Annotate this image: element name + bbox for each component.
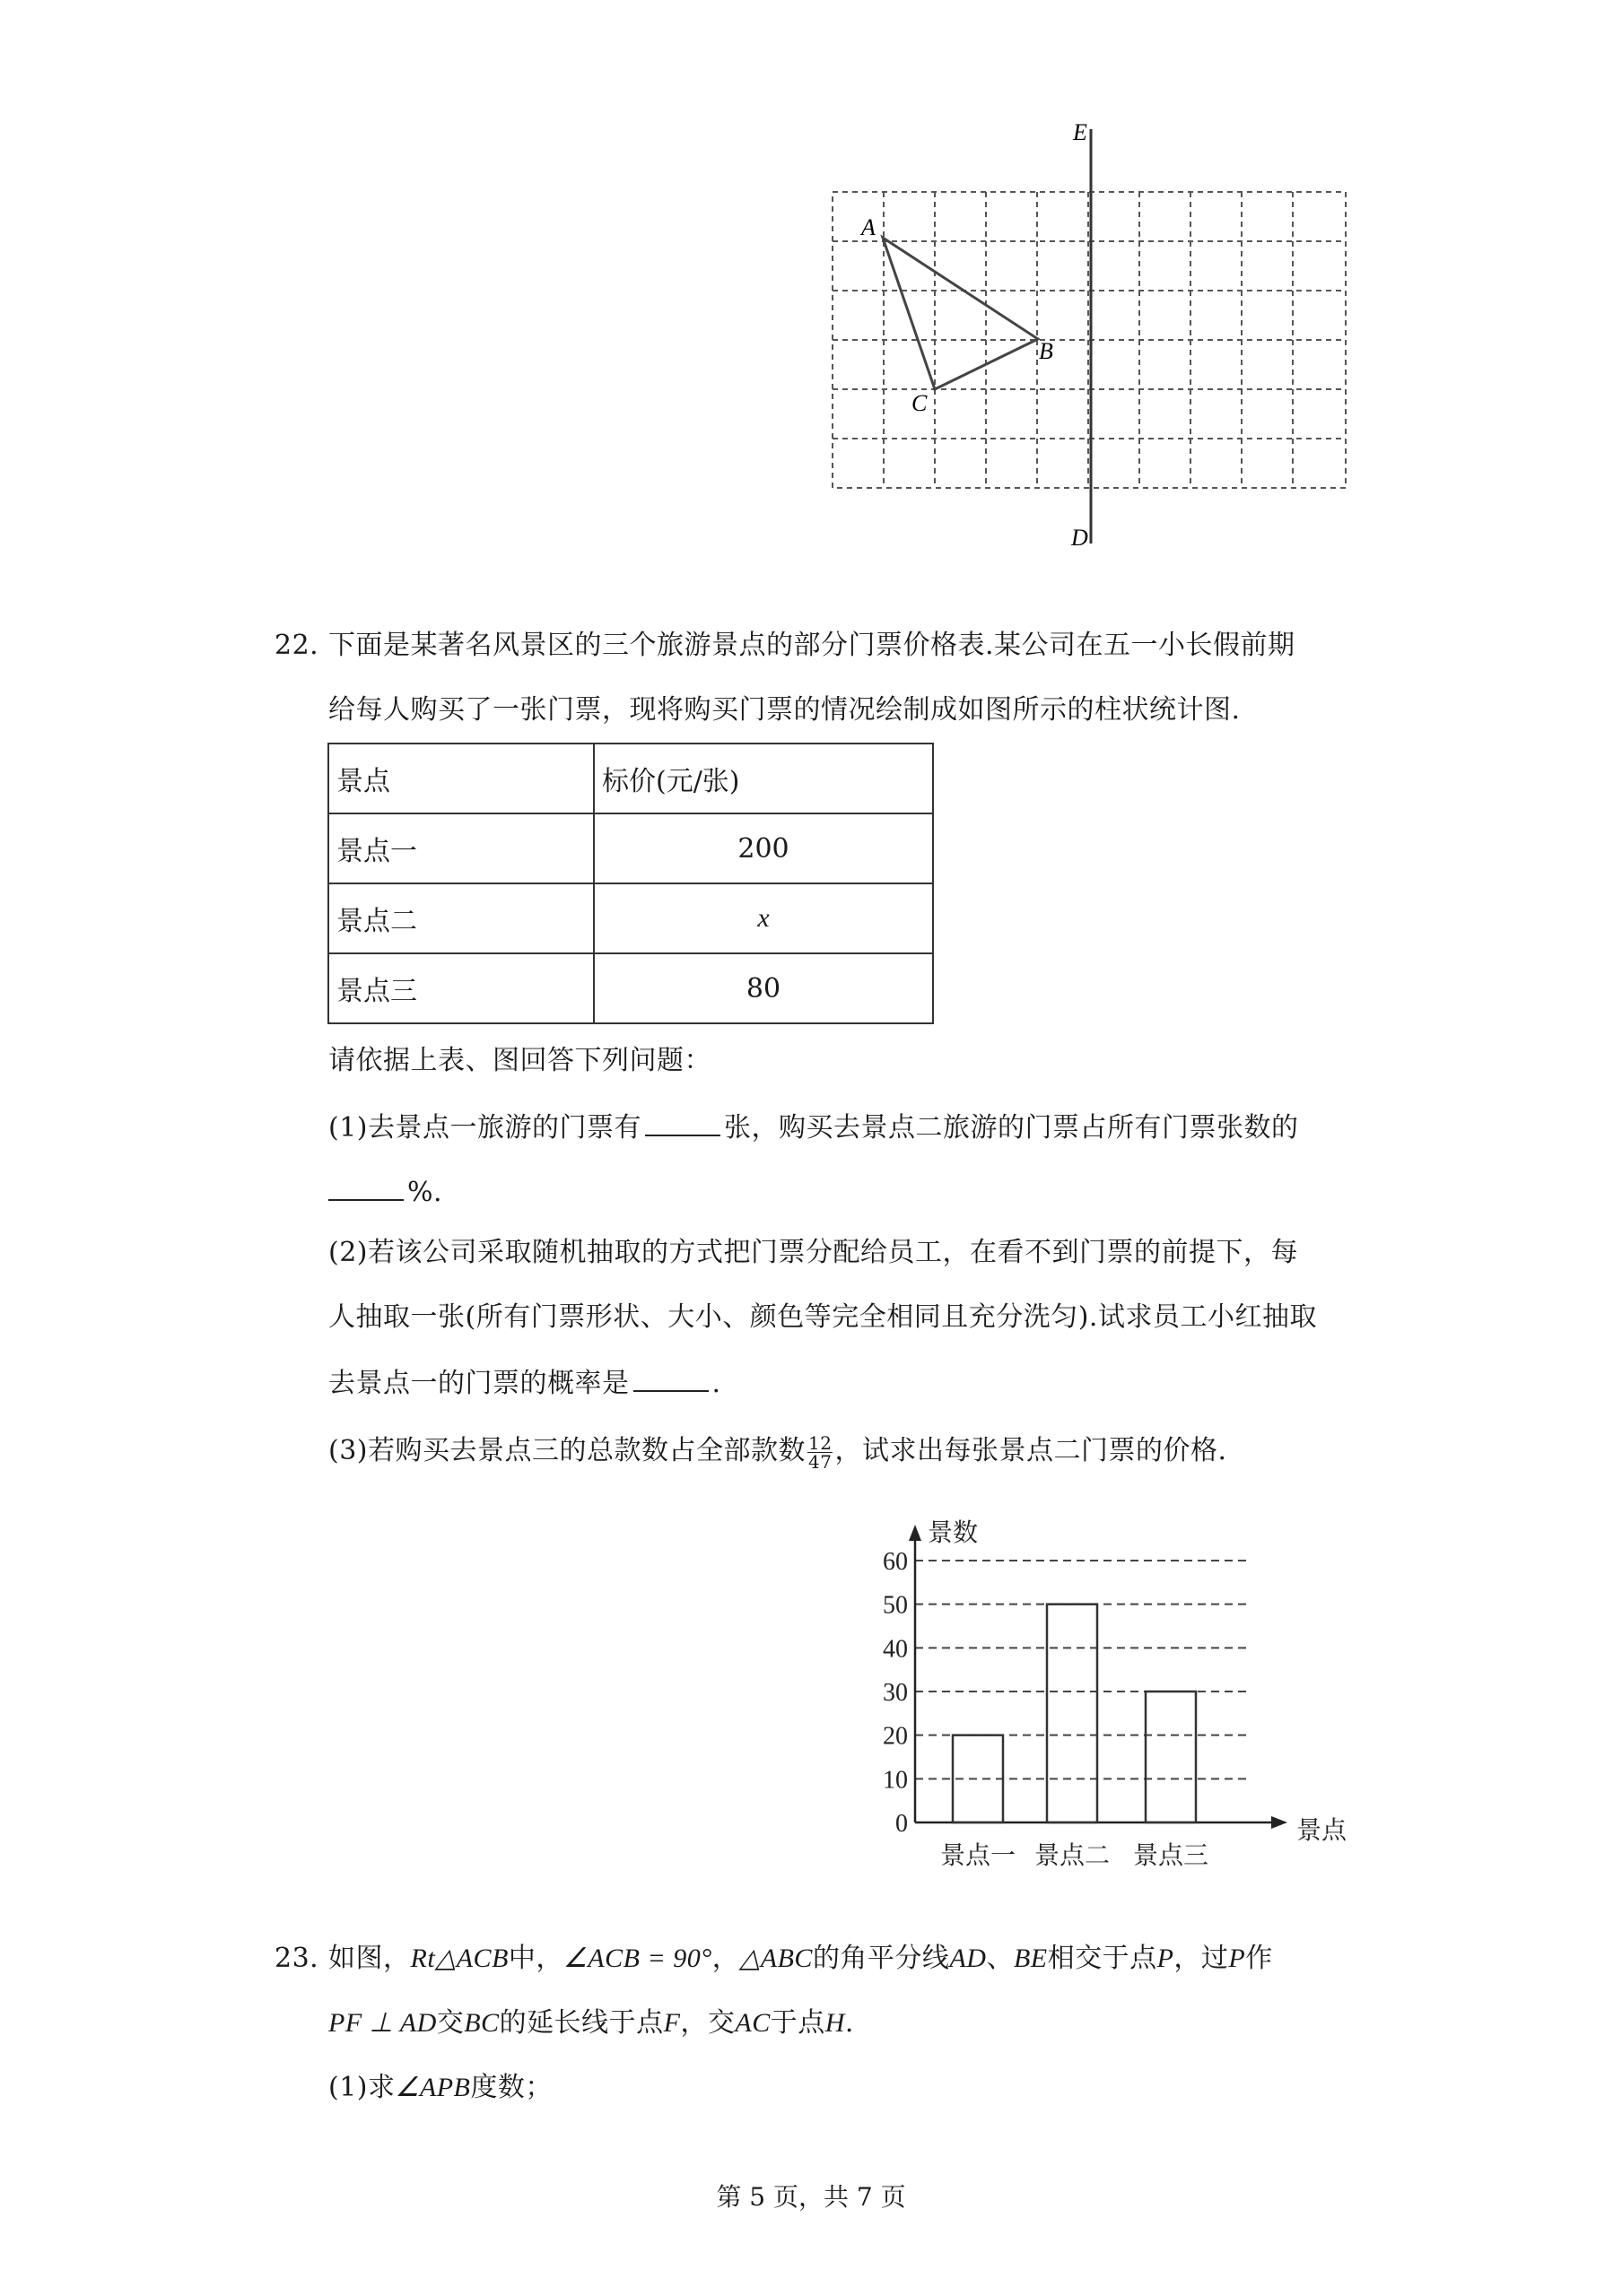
label-a: A bbox=[861, 214, 876, 240]
q22-part2-line2: 人抽取一张(所有门票形状、大小、颜色等完全相同且充分洗匀).试求员工小红抽取 bbox=[328, 1301, 1317, 1333]
q22-part1-text-b: 张，购买去景点二旅游的门票占所有门票张数的 bbox=[724, 1112, 1299, 1144]
text-fragment: 的延长线于点 bbox=[499, 2007, 664, 2039]
math-expression: ∠ACB = 90° bbox=[562, 1944, 712, 1973]
q22-part1 bbox=[328, 1108, 1299, 1146]
math-expression: Rt△ACB bbox=[410, 1944, 509, 1973]
math-expression: P bbox=[1228, 1944, 1246, 1973]
y-tick-label: 60 bbox=[883, 1548, 908, 1576]
text-fragment: ， bbox=[711, 1943, 740, 1974]
q22-number: 22. bbox=[275, 630, 319, 661]
table-cell: 200 bbox=[594, 813, 933, 883]
y-axis-arrow bbox=[909, 1525, 921, 1541]
text-fragment: 于点 bbox=[770, 2007, 825, 2039]
y-tick-label: 0 bbox=[895, 1810, 908, 1838]
q22-intro: 请依据上表、图回答下列问题： bbox=[328, 1045, 711, 1076]
x-axis-label: 景点 bbox=[1296, 1817, 1347, 1845]
answer-blank bbox=[645, 1108, 720, 1136]
q22-part2-line1: (2)若该公司采取随机抽取的方式把门票分配给员工，在看不到门票的前提下，每 bbox=[328, 1237, 1298, 1268]
x-tick-label: 景点二 bbox=[1033, 1842, 1111, 1870]
y-tick-label: 30 bbox=[883, 1679, 908, 1707]
y-tick-label: 50 bbox=[883, 1591, 908, 1620]
price-table bbox=[327, 743, 934, 1024]
text-fragment: . bbox=[844, 2007, 854, 2039]
table-cell: x bbox=[594, 883, 933, 953]
q22-part2-text-c: 去景点一的门票的概率是 bbox=[328, 1368, 630, 1399]
table-cell: 80 bbox=[594, 953, 933, 1023]
y-axis-label: 景数 bbox=[928, 1519, 979, 1547]
label-d: D bbox=[1071, 525, 1088, 551]
math-expression: △ABC bbox=[739, 1944, 813, 1973]
table-header-cell: 景点 bbox=[328, 744, 594, 813]
q22-part1-cont bbox=[328, 1172, 442, 1211]
text-fragment: ，过 bbox=[1173, 1943, 1229, 1974]
label-c: C bbox=[911, 390, 928, 416]
math-expression: ∠APB bbox=[395, 2073, 471, 2102]
triangle-abc bbox=[883, 238, 1038, 389]
q22-part1-text-c: %. bbox=[407, 1177, 443, 1208]
text-fragment: 度数； bbox=[470, 2072, 553, 2103]
text-fragment: 、 bbox=[986, 1943, 1014, 1974]
q22-part3 bbox=[328, 1433, 1227, 1471]
answer-blank bbox=[328, 1172, 404, 1201]
fraction-numerator: 12 bbox=[808, 1431, 833, 1454]
q23-line1 bbox=[328, 1941, 1273, 1977]
table-header-cell: 标价(元/张) bbox=[594, 744, 933, 813]
dashed-grid bbox=[833, 192, 1346, 488]
fraction bbox=[807, 1431, 833, 1473]
answer-blank bbox=[633, 1363, 709, 1392]
label-e: E bbox=[1073, 119, 1087, 145]
q22-line1: 下面是某著名风景区的三个旅游景点的部分门票价格表.某公司在五一小长假前期 bbox=[328, 630, 1295, 661]
text-fragment: (1)求 bbox=[328, 2072, 396, 2103]
math-expression: AC bbox=[735, 2008, 771, 2038]
y-tick-label: 40 bbox=[883, 1635, 908, 1664]
text-fragment: 的角平分线 bbox=[812, 1943, 950, 1974]
bar bbox=[1146, 1692, 1196, 1822]
q22-part2-line3 bbox=[328, 1363, 721, 1402]
math-expression: BC bbox=[464, 2008, 500, 2038]
table-row bbox=[328, 953, 933, 1023]
q22-part3-text-a: (3)若购买去景点三的总款数占全部款数 bbox=[328, 1435, 806, 1466]
label-b: B bbox=[1039, 338, 1053, 364]
q22-part1-text-a: (1)去景点一旅游的门票有 bbox=[328, 1112, 641, 1144]
ticket-bar-chart bbox=[861, 1498, 1364, 1874]
table-cell: 景点二 bbox=[328, 883, 594, 953]
math-expression: F bbox=[663, 2008, 681, 2038]
fraction-denominator: 47 bbox=[808, 1450, 833, 1473]
text-fragment: 相交于点 bbox=[1047, 1943, 1157, 1974]
table-row bbox=[328, 744, 933, 813]
x-tick-label: 景点三 bbox=[1132, 1842, 1209, 1870]
table-cell: 景点一 bbox=[328, 813, 594, 883]
text-fragment: 如图， bbox=[328, 1943, 411, 1974]
q23-number: 23. bbox=[275, 1943, 319, 1974]
q22-part2-text-d: . bbox=[711, 1368, 721, 1399]
bar bbox=[1047, 1605, 1097, 1822]
q22-part3-text-b: ，试求出每张景点二门票的价格. bbox=[834, 1435, 1227, 1466]
math-expression: AD bbox=[949, 1944, 987, 1973]
q22-line2: 给每人购买了一张门票，现将购买门票的情况绘制成如图所示的柱状统计图. bbox=[328, 694, 1241, 726]
table-row bbox=[328, 883, 933, 953]
math-expression: P bbox=[1156, 1944, 1174, 1973]
text-fragment: ，交 bbox=[680, 2007, 736, 2039]
x-tick-label: 景点一 bbox=[939, 1842, 1016, 1870]
y-tick-label: 20 bbox=[883, 1722, 908, 1751]
math-expression: PF ⊥ AD bbox=[328, 2008, 437, 2038]
text-fragment: 作 bbox=[1245, 1943, 1273, 1974]
table-row bbox=[328, 813, 933, 883]
y-tick-label: 10 bbox=[883, 1766, 908, 1795]
x-axis-arrow bbox=[1271, 1816, 1287, 1829]
text-fragment: 中， bbox=[508, 1943, 563, 1974]
text-fragment: 交 bbox=[436, 2007, 465, 2039]
math-expression: H bbox=[824, 2008, 845, 2038]
table-cell: 景点三 bbox=[328, 953, 594, 1023]
math-expression: BE bbox=[1013, 1944, 1048, 1973]
grid-triangle-figure bbox=[807, 108, 1364, 556]
page-footer: 第 5 页，共 7 页 bbox=[716, 2182, 906, 2212]
q23-line3 bbox=[328, 2070, 553, 2106]
q23-line2 bbox=[328, 2005, 854, 2041]
